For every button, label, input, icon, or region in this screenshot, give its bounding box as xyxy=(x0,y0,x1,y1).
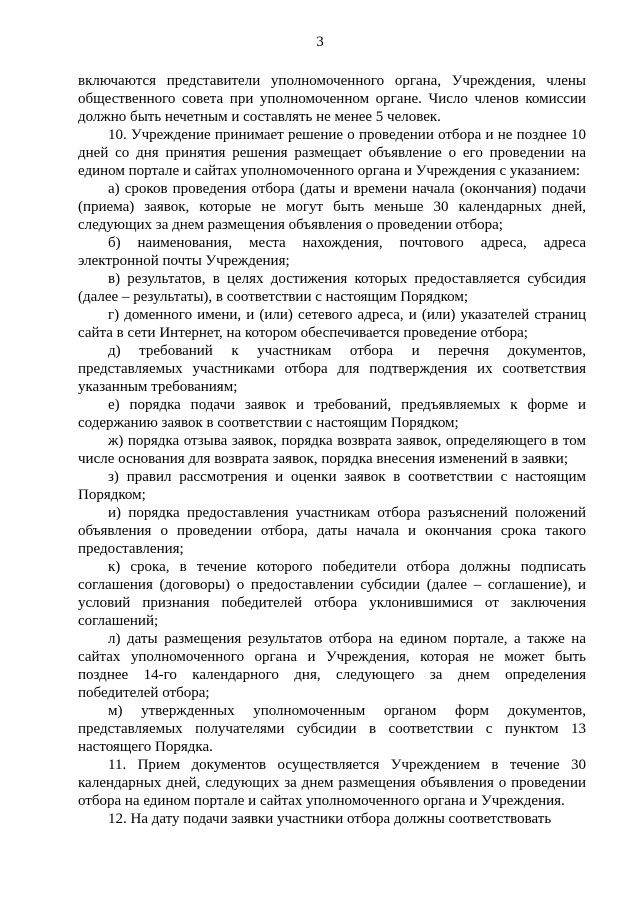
paragraph: м) утвержденных уполномоченным органом форм документов, представляемых получателями субсидии в соответствии с пунктом 13 настоящего Порядка. xyxy=(78,703,586,755)
paragraph: и) порядка предоставления участникам отбора разъяснений положений объявления о проведении отбора, даты начала и окончания срока такого предоставления; xyxy=(78,505,586,557)
paragraph: к) срока, в течение которого победители отбора должны подписать соглашения (договоры) о предоставлении субсидии (далее – соглашение), и условий признания победителей отбора уклонившимися от заключения соглашений; xyxy=(78,559,586,629)
paragraph: а) сроков проведения отбора (даты и времени начала (окончания) подачи (приема) заявок, которые не могут быть меньше 30 календарных дней, следующих за днем размещения объявления о проведении отбора; xyxy=(78,181,586,233)
paragraph: 12. На дату подачи заявки участники отбора должны соответствовать xyxy=(108,811,552,827)
paragraph: 10. Учреждение принимает решение о проведении отбора и не позднее 10 дней со дня принятия решения размещает объявление о его проведении на едином портале и сайтах уполномоченного органа и Учреждения с указанием: xyxy=(78,127,586,179)
paragraph: 11. Прием документов осуществляется Учреждением в течение 30 календарных дней, следующих за днем размещения объявления о проведении отбора на едином портале и сайтах уполномоченного органа и Учреждения. xyxy=(78,757,586,809)
paragraph: з) правил рассмотрения и оценки заявок в соответствии с настоящим Порядком; xyxy=(78,469,586,503)
paragraph: в) результатов, в целях достижения которых предоставляется субсидия (далее – результаты), в соответствии с настоящим Порядком; xyxy=(78,271,586,305)
paragraph: л) даты размещения результатов отбора на едином портале, а также на сайтах уполномоченного органа и Учреждения, которая не может быть позднее 14-го календарного дня, следующего за днем определения победителей отбора; xyxy=(78,631,586,701)
page-number: 3 xyxy=(316,34,324,50)
paragraph: б) наименования, места нахождения, почтового адреса, адреса электронной почты Учреждения; xyxy=(78,235,586,269)
paragraph: д) требований к участникам отбора и перечня документов, представляемых участниками отбора для подтверждения их соответствия указанным требованиям; xyxy=(78,343,586,395)
paragraph: ж) порядка отзыва заявок, порядка возврата заявок, определяющего в том числе основания для возврата заявок, порядка внесения изменений в заявки; xyxy=(78,433,586,467)
paragraph: г) доменного имени, и (или) сетевого адреса, и (или) указателей страниц сайта в сети Интернет, на котором обеспечивается проведение отбора; xyxy=(78,307,586,341)
paragraph: включаются представители уполномоченного органа, Учреждения, члены общественного совета при уполномоченном органе. Число членов комиссии должно быть нечетным и составлять не менее 5 человек. xyxy=(78,73,586,125)
document-body xyxy=(78,72,586,828)
paragraph: е) порядка подачи заявок и требований, предъявляемых к форме и содержанию заявок в соответствии с настоящим Порядком; xyxy=(78,397,586,431)
